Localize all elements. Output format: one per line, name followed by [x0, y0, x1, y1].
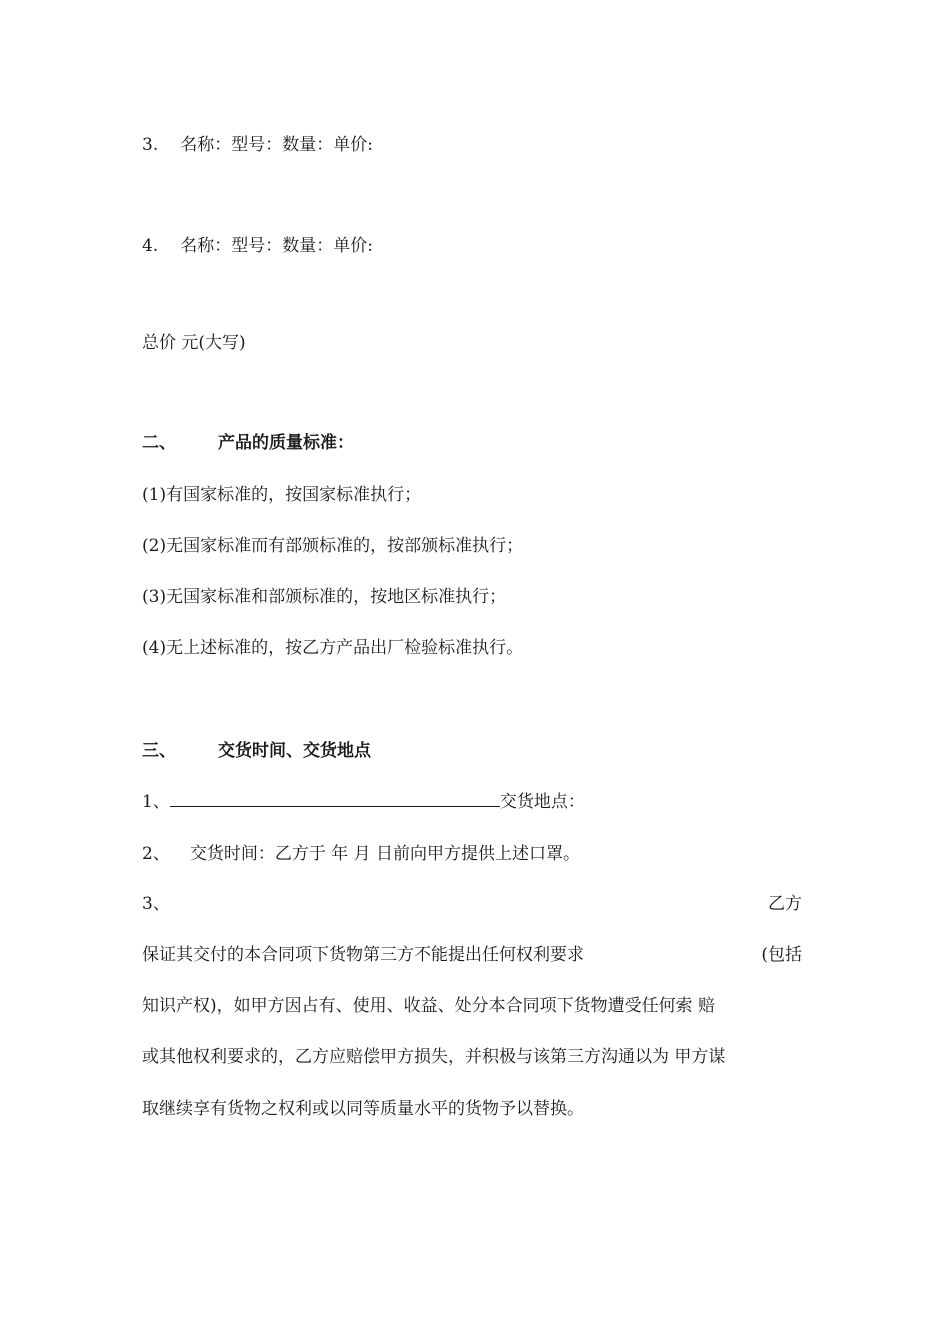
item-3: [142, 133, 373, 157]
clause-3-line-4: 取继续享有货物之权利或以同等质量水平的货物予以替换。: [142, 1099, 584, 1119]
section-2-heading: [142, 431, 354, 455]
item-4-number: 4.: [142, 236, 159, 256]
section-3-clause-3-first: [142, 892, 802, 916]
clause-3-number: 3、: [142, 894, 170, 914]
delivery-time-text: 交货时间：乙方于 年 月 日前向甲方提供上述口罩。: [189, 844, 581, 864]
item-4: [142, 234, 373, 258]
clause-3-line-1: [142, 943, 802, 967]
clause-1-number: 1、: [142, 792, 170, 812]
section-3-clause-1: [142, 790, 585, 814]
section-2-title: 产品的质量标准：: [218, 433, 354, 453]
section-3-number: 三、: [142, 741, 176, 761]
section-2-clause-2: (2)无国家标准而有部颁标准的，按部颁标准执行；: [142, 536, 524, 556]
section-3-clause-2: [142, 842, 580, 866]
clause-3-party: 乙方: [768, 894, 802, 914]
delivery-blank-line: [170, 790, 500, 807]
delivery-place-label: 交货地点：: [499, 792, 585, 812]
section-2-clause-4: (4)无上述标准的，按乙方产品出厂检验标准执行。: [142, 638, 524, 658]
item-4-text: 名称：型号：数量：单价:: [180, 236, 373, 256]
section-2-clause-1: (1)有国家标准的，按国家标准执行；: [142, 485, 422, 505]
section-3-heading: [142, 739, 371, 763]
item-3-number: 3.: [142, 135, 159, 155]
clause-3-line-1-end: (包括: [761, 945, 802, 965]
clause-3-line-1-text: 保证其交付的本合同项下货物第三方不能提出任何权利要求: [142, 945, 584, 965]
clause-2-number: 2、: [142, 844, 170, 864]
section-3-title: 交货时间、交货地点: [218, 741, 371, 761]
clause-3-line-3: 或其他权利要求的，乙方应赔偿甲方损失，并积极与该第三方沟通以为 甲方谋: [142, 1047, 726, 1067]
item-3-text: 名称：型号：数量：单价:: [180, 135, 373, 155]
clause-3-line-2: 知识产权)，如甲方因占有、使用、收益、处分本合同项下货物遭受任何索 赔: [142, 996, 716, 1016]
total-price: 总价 元(大写): [142, 333, 246, 353]
section-2-clause-3: (3)无国家标准和部颁标准的，按地区标准执行；: [142, 587, 507, 607]
section-2-number: 二、: [142, 433, 176, 453]
